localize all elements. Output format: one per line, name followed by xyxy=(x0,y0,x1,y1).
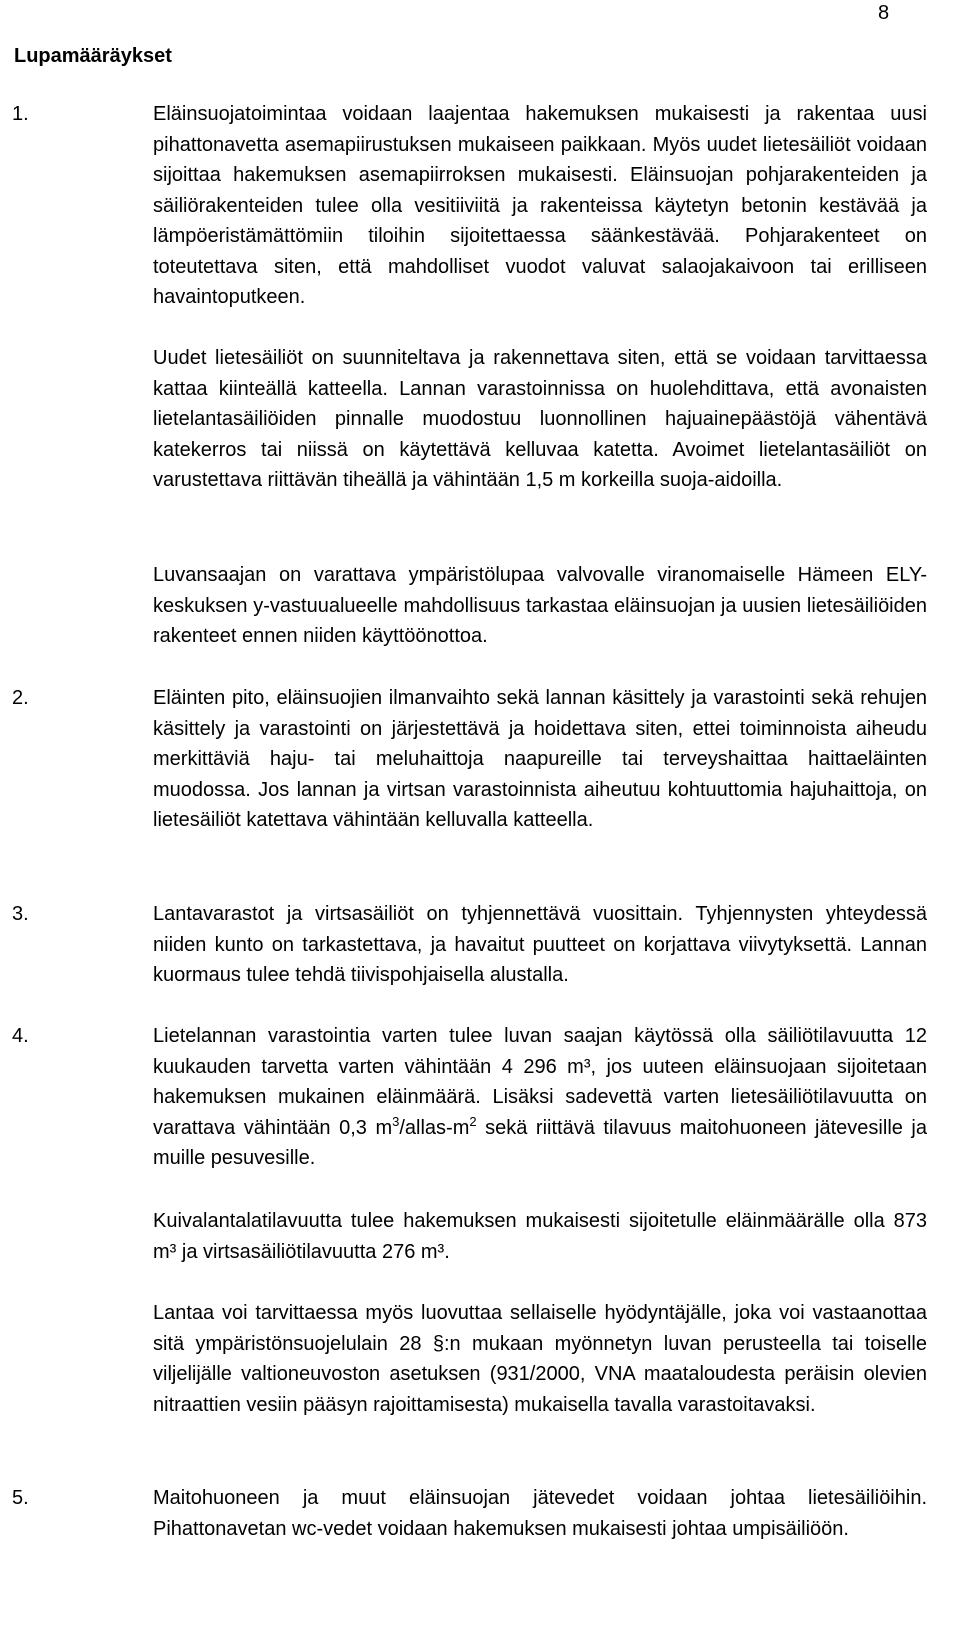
section-heading: Lupamääräykset xyxy=(14,45,172,67)
item-4-paragraph-3: Lantaa voi tarvittaessa myös luovuttaa sellaiselle hyödyntäjälle, joka voi vastaanottaa sitä ympäristönsuojelulain 28 §:n mukaan myönnetyn luvan perusteella tai toiselle viljelijälle valtioneuvoston asetuksen (931/2000, VNA maataloudesta peräisin olevien nitraattien vesiin pääsyn rajoittamisesta) mukaisella tavalla varastoitavaksi. xyxy=(153,1302,927,1416)
item-4-paragraph-1-text-a: Lietelannan varastointia varten tulee luvan saajan käytössä olla säiliötilavuutta 12 kuukauden tarvetta varten vähintään 4 296 m³, jos uuteen eläinsuojaan sijoitetaan hakemuksen mukainen eläinmäärä. Lisäksi sadevettä varten lietesäiliötilavuutta on varattava vähintään 0,3 m xyxy=(153,1025,927,1139)
item-4-paragraph-2: Kuivalantalatilavuutta tulee hakemuksen mukaisesti sijoitetulle eläinmäärälle olla 873 m³ ja virtsasäiliötilavuutta 276 m³. xyxy=(153,1210,927,1263)
item-4-paragraph-1-text-b: /allas-m xyxy=(399,1116,470,1139)
item-4-paragraph-1 xyxy=(153,1021,927,1174)
item-number-5: 5. xyxy=(12,1487,29,1509)
item-number-1: 1. xyxy=(12,103,29,125)
item-number-4: 4. xyxy=(12,1025,29,1047)
superscript-cube: 3 xyxy=(392,1113,400,1129)
page-number: 8 xyxy=(878,2,890,24)
item-5-paragraph-1: Maitohuoneen ja muut eläinsuojan jätevedet voidaan johtaa lietesäiliöihin. Pihattonavetan wc-vedet voidaan hakemuksen mukaisesti johtaa umpisäiliöön. xyxy=(153,1487,927,1540)
item-1-paragraph-2: Uudet lietesäiliöt on suunniteltava ja rakennettava siten, että se voidaan tarvittaessa kattaa kiinteällä katteella. Lannan varastoinnissa on huolehdittava, että avonaisten lietelantasäiliöiden pinnalle muodostuu luonnollinen hajuainepäästöjä vähentävä katekerros tai niissä on käytettävä kelluvaa katetta. Avoimet lietelantasäiliöt on varustettava riittävän tiheällä ja vähintään 1,5 m korkeilla suoja-aidoilla. xyxy=(153,347,927,491)
item-number-2: 2. xyxy=(12,687,29,709)
item-1-paragraph-3: Luvansaajan on varattava ympäristölupaa valvovalle viranomaiselle Hämeen ELY-keskuksen y-vastuualueelle mahdollisuus tarkastaa eläinsuojan ja uusien lietesäiliöiden rakenteet ennen niiden käyttöönottoa. xyxy=(153,564,927,647)
item-2-paragraph-1: Eläinten pito, eläinsuojien ilmanvaihto sekä lannan käsittely ja varastointi sekä rehujen käsittely ja varastointi on järjestettävä ja hoidettava siten, ettei toiminnoista aiheudu merkittäviä haju- tai meluhaittoja naapureille tai terveyshaittaa haittaeläinten muodossa. Jos lannan ja virtsan varastoinnista aiheutuu kohtuuttomia hajuhaittoja, on lietesäiliöt katettava vähintään kelluvalla katteella. xyxy=(153,687,927,831)
item-1-paragraph-1: Eläinsuojatoimintaa voidaan laajentaa hakemuksen mukaisesti ja rakentaa uusi pihattonavetta asemapiirustuksen mukaiseen paikkaan. Myös uudet lietesäiliöt voidaan sijoittaa hakemuksen asemapiirroksen mukaisesti. Eläinsuojan pohjarakenteiden ja säiliörakenteiden tulee olla vesitiiviitä ja rakenteissa käytetyn betonin kestävää ja lämpöeristämättömiin tiloihin sijoitettaessa säänkestävää. Pohjarakenteet on toteutettava siten, että mahdolliset vuodot valuvat salaojakaivoon tai erilliseen havaintoputkeen. xyxy=(153,103,927,308)
item-3-paragraph-1: Lantavarastot ja virtsasäiliöt on tyhjennettävä vuosittain. Tyhjennysten yhteydessä niiden kunto on tarkastettava, ja havaitut puutteet on korjattava viivytyksettä. Lannan kuormaus tulee tehdä tiivispohjaisella alustalla. xyxy=(153,903,927,986)
superscript-square: 2 xyxy=(469,1113,477,1129)
item-number-3: 3. xyxy=(12,903,29,925)
item-4-paragraph-1-text-c: sekä riittävä tilavuus maitohuoneen jätevesille ja muille pesuvesille. xyxy=(153,1116,927,1169)
